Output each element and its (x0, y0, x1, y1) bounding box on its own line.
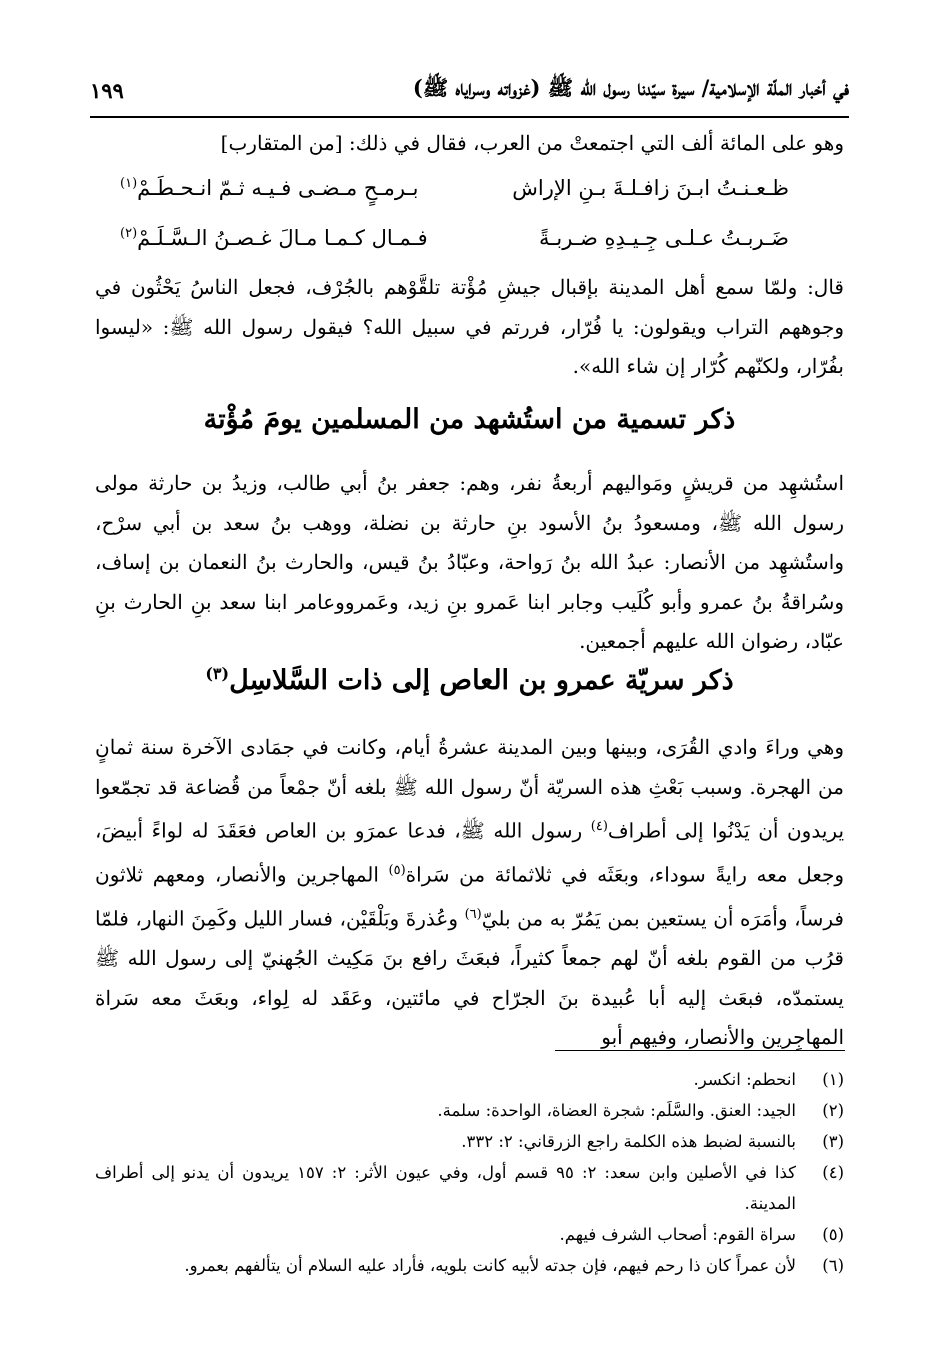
paragraph-part-1: وهي وراءَ وادي القُرَى، وبينها وبين المدينة عشرةُ أيام، وكانت في جمَادى الآخرة سنة ثمانٍ من الهجرة. وسبب بَعْثِ هذه السريّة أنّ رسول الله ﷺ بلغه أنّ جمْعاً من قُضاعة قد تجمّعوا يريدون أن يَدْنُوا إلى أطراف (95, 735, 845, 843)
paragraph-part-4: وعُذرةَ وبَلْقَيْن، فسار الليل وكَمِنَ النهار، فلمّا قرُب من القوم بلغه أنّ لهم جمعاً كثيراً، فبعَثَ رافع بنَ مَكِيث الجُهنيّ إلى رسول الله ﷺ يستمدّه، فبعَث إليه أبا عُبيدة بنَ الجرّاح في مائتين، وعَقَد له لِواء، وبعَثَ معه سَراة المهاجِرين والأنصار، وفيهم أبو (95, 906, 844, 1050)
running-header (90, 70, 849, 110)
footnote-number: (٦) (822, 1256, 844, 1275)
footnote-text: بالنسبة لضبط هذه الكلمة راجع الزرقاني: ٢: ٣٣٢. (461, 1132, 796, 1151)
paragraph-expedition (95, 728, 844, 1058)
verse-2-first-hemistich: ضَـربـتُ عـلـى جِـيـدِهِ ضـربـةً (539, 226, 789, 250)
footnote-4 (95, 1157, 844, 1219)
footnote-text: كذا في الأصلين وابن سعد: ٢: ٩٥ قسم أول، وفي عيون الأثر: ٢: ١٥٧ يريدون أن يدنو إلى أطراف المدينة. (95, 1163, 796, 1213)
footnote-number: (١) (822, 1070, 844, 1089)
footnote-3 (95, 1126, 844, 1157)
footnote-number: (٣) (822, 1132, 844, 1151)
footnote-1 (95, 1064, 844, 1095)
verse-1-second-text: بـرمـحٍ مـضـى فـيـه ثـمّ انـحـطَـمْ (137, 176, 419, 200)
verse-2 (120, 218, 789, 258)
footnotes (95, 1064, 844, 1281)
footnote-number: (٢) (822, 1101, 844, 1120)
footnote-number: (٥) (822, 1225, 844, 1244)
footnote-rule (555, 1050, 845, 1051)
footnote-text: سراة القوم: أصحاب الشرف فيهم. (559, 1225, 796, 1244)
footnote-ref-4: (٤) (590, 819, 608, 834)
footnote-ref-1: (١) (120, 176, 138, 191)
footnote-ref-5: (٥) (388, 863, 406, 879)
footnote-ref-3: (٣) (205, 664, 230, 683)
paragraph-part-3: المهاجرين والأنصار، ومعهم ثلاثون فرساً، وأمَرَه أن يستعين بمن يَمُرّ به من بليّ (95, 862, 844, 931)
intro-line: وهو على المائة ألف التي اجتمعتْ من العرب، فقال في ذلك: [من المتقارب] (220, 131, 844, 155)
header-rule (90, 116, 849, 118)
footnote-text: الجيد: العنق. والسَّلَم: شجرة العضاة، الواحدة: سلمة. (437, 1101, 796, 1120)
footnote-text: لأن عمراً كان ذا رحم فيهم، فإن جدته لأبيه كانت بلويه، فأراد عليه السلام أن يتألفهم بعمرو. (184, 1256, 796, 1275)
heading-text: ذكر سريّة عمرو بن العاص إلى ذات السَّلاسِل (229, 665, 734, 696)
footnote-ref-2: (٢) (120, 226, 138, 241)
paragraph-martyrs: استُشهِد من قريشٍ ومَواليهم أربعةُ نفر، وهم: جعفر بنُ أبي طالب، وزيدُ بن حارثة مولى رسول الله ﷺ، ومسعودُ بنُ الأسود بنِ حارثة بن نضلة، ووهب بنُ سعد بن أبي سرْح، واستُشهِد من الأنصار: عبدُ الله بنُ رَواحة، وعبّادُ بنُ قيس، والحارث بنُ النعمان بن إساف، وسُراقةُ بنُ عمرو وأبو كُلَيب وجابر ابنا عَمرو بنِ زيد، وعَمرووعامر ابنا سعد بنِ الحارث بنِ عبّاد، رضوان الله عليهم أجمعين. (95, 471, 845, 653)
footnote-ref-6: (٦) (464, 907, 482, 923)
verse-2-second-hemistich (120, 226, 428, 250)
page-number: ١٩٩ (90, 77, 124, 103)
verse-1 (120, 168, 789, 208)
section-heading-martyrs: ذكر تسمية من استُشهد من المسلمين يومَ مُؤْتة (203, 404, 736, 435)
footnote-5 (95, 1219, 844, 1250)
footnote-6 (95, 1250, 844, 1281)
paragraph-part-2: رسول الله ﷺ، فدعا عمرَو بن العاص فعَقَدَ له لواءً أبيضَ، وجعل معه رايةً سوداء، وبعَثَه في ثلاثمائة من سَراة (95, 818, 844, 887)
footnote-text: انحطم: انكسر. (693, 1070, 796, 1089)
verse-1-first-hemistich: ظـعـنـتُ ابـنَ زافـلـةَ بـنِ الإراش (512, 176, 789, 200)
footnote-number: (٤) (822, 1163, 844, 1182)
section-heading-dhat-al-salasil (90, 664, 849, 696)
footnote-2 (95, 1095, 844, 1126)
running-title: في أخبار الملّة الإسلامية/ سيرة سيّدنا رسول الله ﷺ (غزواته وسراياه ﷺ) (412, 74, 849, 100)
verse-1-second-hemistich (120, 176, 418, 200)
paragraph-return: قال: ولمّا سمع أهل المدينة بإقبال جيشِ مُؤْتة تلقَّوْهم بالجُرْف، فجعل الناسُ يَحْثُون في وجوههم التراب ويقولون: يا فُرّار، فررتم في سبيل الله؟ فيقول رسول الله ﷺ: «ليسوا بفُرّار، ولكنّهم كُرّار إن شاء الله». (95, 275, 844, 378)
verse-2-second-text: فـمـال كـمـا مـالَ غـصـنُ الـسَّـلَـمْ (137, 226, 428, 250)
